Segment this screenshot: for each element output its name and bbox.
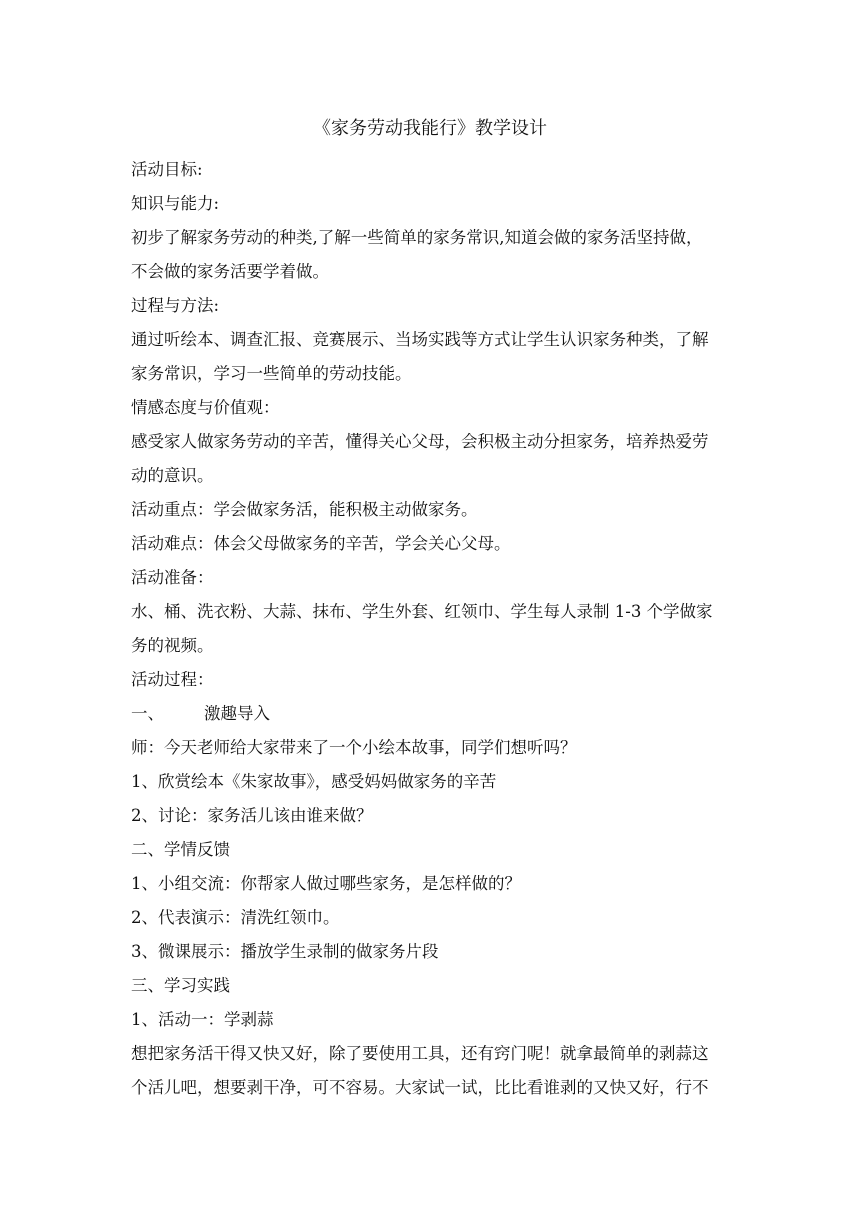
section-one-item-1: 1、欣赏绘本《朱家故事》，感受妈妈做家务的辛苦 [131,772,497,791]
section-one-number: 一、 [131,704,164,723]
section-three-heading: 三、学习实践 [131,976,230,995]
activity-preparation-heading: 活动准备： [131,568,214,587]
document-body [131,153,731,1105]
emotion-values-text-line-2: 动的意识。 [131,466,214,485]
knowledge-ability-heading: 知识与能力: [131,194,220,213]
emotion-values-text-line-1: 感受家人做家务劳动的辛苦，懂得关心父母，会积极主动分担家务，培养热爱劳 [131,432,709,451]
section-one-title: 激趣导入 [204,704,270,723]
teacher-line: 师：今天老师给大家带来了一个小绘本故事，同学们想听吗？ [131,738,577,757]
activity-difficulty: 活动难点：体会父母做家务的辛苦，学会关心父母。 [131,534,511,553]
activity-goals-heading: 活动目标: [131,160,203,179]
activity-preparation-text-line-2: 务的视频。 [131,636,214,655]
section-two-item-1: 1、小组交流：你帮家人做过哪些家务，是怎样做的？ [131,874,521,893]
section-two-item-3: 3、微课展示：播放学生录制的做家务片段 [131,942,439,961]
section-one-heading [131,697,731,731]
knowledge-ability-text-line-1: 初步了解家务劳动的种类,了解一些简单的家务常识,知道会做的家务活坚持做， [131,228,703,247]
activity-key-point: 活动重点：学会做家务活，能积极主动做家务。 [131,500,478,519]
document-title: 《家务劳动我能行》教学设计 [313,118,547,139]
activity-process-heading: 活动过程： [131,670,214,689]
section-one-item-2: 2、讨论：家务活儿该由谁来做？ [131,806,373,825]
section-two-item-2: 2、代表演示：清洗红领巾。 [131,908,340,927]
section-three-text-line-2: 个活儿吧，想要剥干净，可不容易。大家试一试，比比看谁剥的又快又好，行不 [131,1078,709,1097]
process-method-heading: 过程与方法: [131,296,220,315]
section-three-item-1: 1、活动一：学剥蒜 [131,1010,274,1029]
knowledge-ability-text-line-2: 不会做的家务活要学着做。 [131,262,329,281]
process-method-text-line-2: 家务常识，学习一些简单的劳动技能。 [131,364,412,383]
section-three-text-line-1: 想把家务活干得又快又好，除了要使用工具，还有窍门呢！就拿最简单的剥蒜这 [131,1044,709,1063]
emotion-values-heading: 情感态度与价值观： [131,398,280,417]
section-two-heading: 二、学情反馈 [131,840,230,859]
activity-preparation-text-line-1: 水、桶、洗衣粉、大蒜、抹布、学生外套、红领巾、学生每人录制 1-3 个学做家 [131,602,713,621]
process-method-text-line-1: 通过听绘本、调查汇报、竞赛展示、当场实践等方式让学生认识家务种类，了解 [131,330,709,349]
